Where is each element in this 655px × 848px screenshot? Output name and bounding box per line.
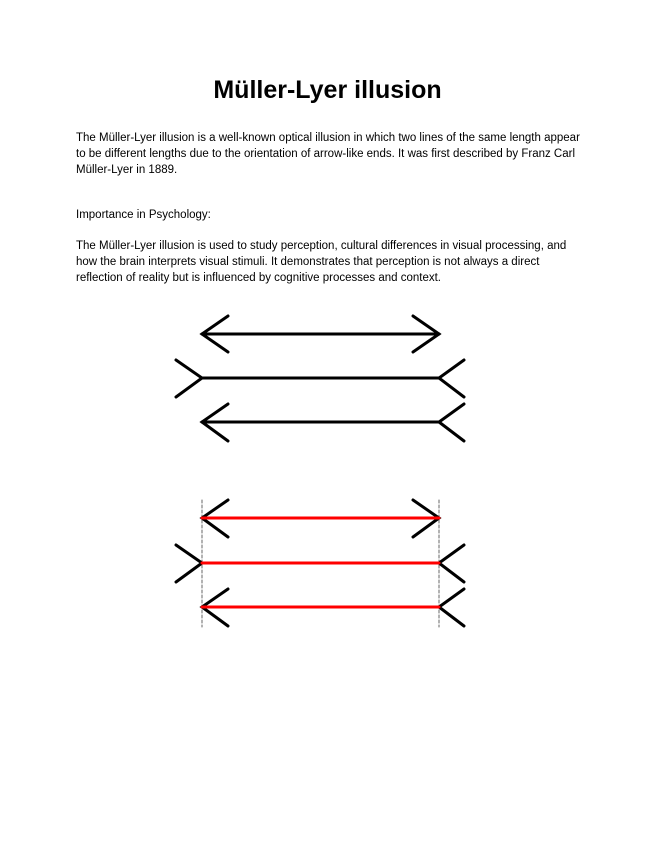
- section-heading: Importance in Psychology:: [76, 209, 211, 221]
- intro-paragraph: The Müller-Lyer illusion is a well-known optical illusion in which two lines of the same length appear to be different lengths due to the orientation of arrow-like ends. It was first described by Franz Carl Müller-Lyer in 1889.: [76, 132, 580, 176]
- illusion-figure: [176, 316, 464, 441]
- comparison-figure: [176, 500, 464, 627]
- section-paragraph: The Müller-Lyer illusion is used to study perception, cultural differences in visual processing, and how the brain interprets visual stimuli. It demonstrates that perception is not always a direct reflection of reality but is influenced by cognitive processes and context.: [76, 240, 567, 284]
- line-inward-arrows: [202, 316, 439, 352]
- page-title: Müller-Lyer illusion: [213, 76, 442, 104]
- line-mixed: [202, 404, 464, 441]
- line-outward-fins: [176, 360, 464, 397]
